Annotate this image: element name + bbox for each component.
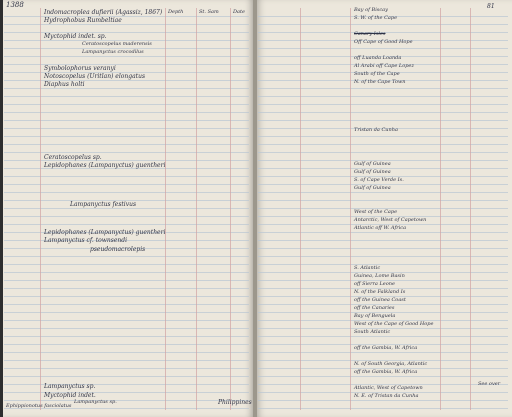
species-entry-16: Lampanyctus sp. — [74, 399, 117, 405]
locality-1: S. W. of the Cape — [354, 15, 398, 21]
species-entry-5: Symbolophorus veranyi — [44, 65, 116, 72]
locality-4: off Luanda Loanda — [354, 55, 402, 61]
column-rule — [350, 8, 351, 410]
species-entry-10: Lampanyctus festivus — [70, 201, 137, 208]
species-entry-2: Myctophid indet. sp. — [44, 33, 107, 40]
species-entry-11: Lepidophanes (Lampanyctus) guentheri — [44, 229, 166, 236]
locality-10: Gulf of Guinea — [354, 169, 391, 175]
locality-9: Gulf of Guinea — [354, 161, 391, 167]
locality-8: Tristan da Cunha — [354, 127, 398, 133]
page-number: 1388 — [6, 1, 24, 9]
locality-21: off the Canaries — [354, 305, 395, 311]
locality-2: Canary Isles — [354, 31, 386, 37]
bottom-left-note: Ephippionotus fasciolatus — [6, 403, 72, 409]
species-entry-9: Lepidophanes (Lampanyctus) guentheri — [44, 162, 166, 169]
locality-14: Antarctic, West of Capetown — [354, 217, 427, 223]
locality-6: South of the Cape — [354, 71, 400, 77]
species-entry-6: Notoscopelus (Uritlan) elongatus — [44, 73, 146, 80]
locality-0: Bay of Biscay — [354, 7, 388, 13]
locality-28: Atlantic, West of Capetown — [354, 385, 423, 391]
species-entry-0: Indomacroplea dufierii (Agassiz, 1867) — [44, 9, 163, 16]
species-entry-4: Lampanyctus crocodilus — [82, 49, 144, 55]
column-rule — [440, 8, 441, 410]
species-entry-3: Ceratoscopelus maderensis — [82, 41, 152, 47]
species-entry-13: pseudomacrolepis — [90, 246, 146, 253]
locality-25: off the Gambia, W. Africa — [354, 345, 418, 351]
locality-12: Gulf of Guinea — [354, 185, 391, 191]
locality-20: off the Guinea Coast — [354, 297, 406, 303]
locality-24: South Atlantic — [354, 329, 391, 335]
header-date: Date — [233, 9, 245, 15]
column-rule — [230, 8, 231, 410]
species-entry-1: Hydrophobus Rumbeltiae — [44, 17, 122, 24]
locality-17: Guinea, Lome Basin — [354, 273, 405, 279]
species-entry-14: Lampanyctus sp. — [44, 383, 96, 390]
bottom-center-note: Philippines — [218, 399, 252, 406]
locality-19: N. of the Falkland Is — [354, 289, 406, 295]
species-entry-12: Lampanyctus cf. townsendi — [44, 237, 128, 244]
species-entry-15: Myctophid indet. — [44, 392, 96, 399]
header-depth: Depth — [168, 9, 184, 15]
locality-5: Al Arabi off Cape Lopez — [354, 63, 414, 69]
header-station: St. Sam — [199, 9, 219, 15]
species-entry-7: Diaphus holti — [44, 81, 85, 88]
column-rule — [470, 8, 471, 410]
locality-11: S. of Cape Verde Is. — [354, 177, 404, 183]
locality-26: N. of South Georgia, Atlantic — [354, 361, 428, 367]
column-rule — [165, 8, 166, 410]
column-rule — [300, 8, 301, 410]
locality-7: N. of the Cape Town — [354, 79, 406, 85]
locality-16: S. Atlantic — [354, 265, 381, 271]
locality-29: N. E. of Tristan da Cunha — [354, 393, 419, 399]
left-scan-edge — [0, 0, 3, 417]
right-page-marker: 81 — [487, 3, 495, 10]
locality-23: West of the Cape of Good Hope — [354, 321, 434, 327]
species-entry-8: Ceratoscopelus sp. — [44, 154, 102, 161]
book-gutter — [253, 0, 257, 417]
locality-15: Atlantic off W. Africa — [354, 225, 407, 231]
locality-3: Off Cape of Good Hope — [354, 39, 413, 45]
locality-22: Bay of Benguela — [354, 313, 396, 319]
locality-18: off Sierra Leone — [354, 281, 395, 287]
column-rule — [40, 8, 41, 410]
locality-27: off the Gambia, W. Africa — [354, 369, 418, 375]
bottom-right-note: See over — [478, 381, 501, 387]
column-rule — [196, 8, 197, 410]
locality-13: West of the Cape — [354, 209, 398, 215]
